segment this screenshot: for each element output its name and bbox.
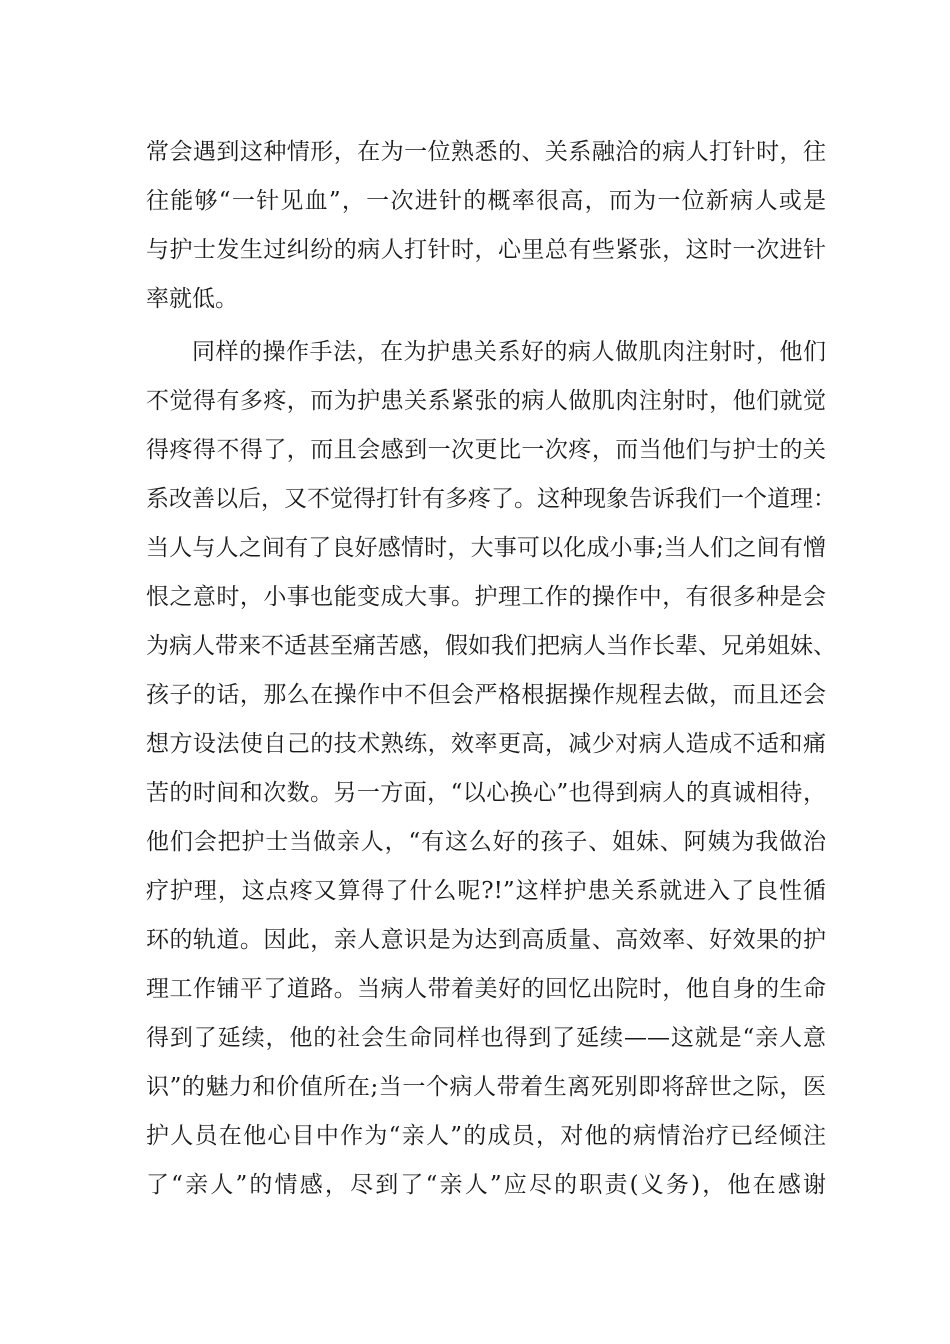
paragraph-1-line-1: 常会遇到这种情形，在为一位熟悉的、关系融洽的病人打针时，往 [146, 139, 826, 165]
paragraph-2-line-8: 孩子的话，那么在操作中不但会严格根据操作规程去做，而且还会 [146, 682, 826, 708]
paragraph-2-line-10: 苦的时间和次数。另一方面，“以心换心”也得到病人的真诚相待， [146, 780, 826, 806]
paragraph-1-line-2: 往能够“一针见血”，一次进针的概率很高，而为一位新病人或是 [146, 188, 826, 214]
paragraph-2-line-12: 疗护理，这点疼又算得了什么呢?!”这样护患关系就进入了良性循 [146, 878, 826, 904]
paragraph-2-line-16: 识”的魅力和价值所在;当一个病人带着生离死别即将辞世之际，医 [146, 1074, 826, 1100]
paragraph-2-line-7: 为病人带来不适甚至痛苦感，假如我们把病人当作长辈、兄弟姐妹、 [146, 633, 836, 659]
paragraph-2-line-1: 同样的操作手法，在为护患关系好的病人做肌肉注射时，他们 [192, 339, 826, 365]
paragraph-2-line-13: 环的轨道。因此，亲人意识是为达到高质量、高效率、好效果的护 [146, 927, 826, 953]
paragraph-2-line-9: 想方设法使自己的技术熟练，效率更高，减少对病人造成不适和痛 [146, 731, 826, 757]
paragraph-2-line-17: 护人员在他心目中作为“亲人”的成员，对他的病情治疗已经倾注 [146, 1123, 826, 1149]
paragraph-2-line-6: 恨之意时，小事也能变成大事。护理工作的操作中，有很多种是会 [146, 584, 826, 610]
paragraph-1-line-4: 率就低。 [146, 286, 238, 312]
paragraph-2-line-18: 了“亲人”的情感，尽到了“亲人”应尽的职责(义务)，他在感谢 [146, 1172, 826, 1198]
paragraph-2-line-2: 不觉得有多疼，而为护患关系紧张的病人做肌肉注射时，他们就觉 [146, 388, 826, 414]
paragraph-2-line-15: 得到了延续，他的社会生命同样也得到了延续——这就是“亲人意 [146, 1025, 826, 1051]
paragraph-2-line-3: 得疼得不得了，而且会感到一次更比一次疼，而当他们与护士的关 [146, 437, 826, 463]
paragraph-2-line-14: 理工作铺平了道路。当病人带着美好的回忆出院时，他自身的生命 [146, 976, 826, 1002]
paragraph-2-line-11: 他们会把护士当做亲人，“有这么好的孩子、姐妹、阿姨为我做治 [146, 829, 826, 855]
paragraph-2-line-4: 系改善以后，又不觉得打针有多疼了。这种现象告诉我们一个道理： [146, 486, 836, 512]
paragraph-2-line-5: 当人与人之间有了良好感情时，大事可以化成小事;当人们之间有憎 [146, 535, 826, 561]
paragraph-1-line-3: 与护士发生过纠纷的病人打针时，心里总有些紧张，这时一次进针 [146, 237, 826, 263]
